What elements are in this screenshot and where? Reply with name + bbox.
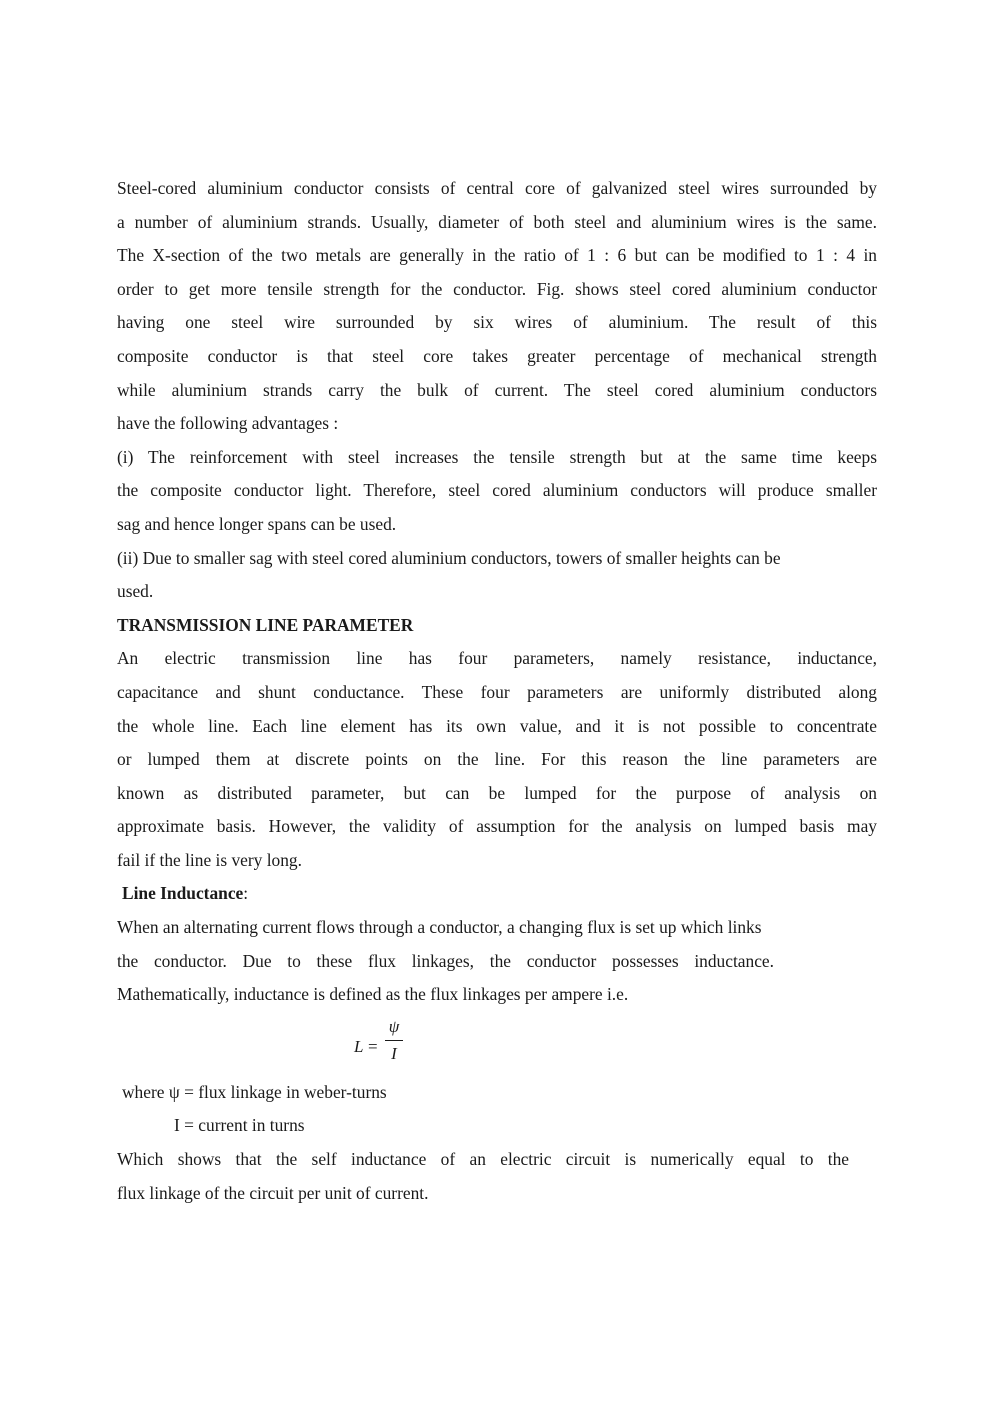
section-paragraph bbox=[117, 642, 877, 877]
text-line: have the following advantages : bbox=[117, 413, 339, 434]
text-line: order to get more tensile strength for the conductor. Fig. shows steel cored aluminium conductor bbox=[117, 278, 877, 299]
text-line: or lumped them at discrete points on the line. For this reason the line parameters are bbox=[117, 749, 877, 770]
where-line-1: where ψ = flux linkage in weber-turns bbox=[122, 1081, 387, 1102]
text-line: approximate basis. However, the validity of assumption for the analysis on lumped basis may bbox=[117, 816, 877, 837]
formula-equals: = bbox=[368, 1036, 378, 1056]
text-line: (i) The reinforcement with steel increases the tensile strength but at the same time keeps bbox=[117, 446, 877, 467]
text-line: a number of aluminium strands. Usually, diameter of both steel and aluminium wires is the same. bbox=[117, 211, 877, 232]
formula-numerator: ψ bbox=[385, 1014, 403, 1041]
text-line: known as distributed parameter, but can be lumped for the purpose of analysis on bbox=[117, 782, 877, 803]
text-line: composite conductor is that steel core takes greater percentage of mechanical strength bbox=[117, 345, 877, 366]
subheading-label: Line Inductance bbox=[122, 883, 244, 904]
text-line: The X-section of the two metals are generally in the ratio of 1 : 6 but can be modified to 1 : 4 in bbox=[117, 245, 877, 266]
section-heading: TRANSMISSION LINE PARAMETER bbox=[117, 614, 414, 635]
text-line: capacitance and shunt conductance. These four parameters are uniformly distributed along bbox=[117, 681, 877, 702]
formula-fraction bbox=[385, 1014, 403, 1067]
advantage-item-2 bbox=[117, 542, 877, 609]
text-line: the conductor. Due to these flux linkages, the conductor possesses inductance. bbox=[117, 950, 774, 971]
text-line: having one steel wire surrounded by six wires of aluminium. The result of this bbox=[117, 312, 877, 333]
subheading-suffix: : bbox=[243, 883, 249, 904]
formula-lhs: L bbox=[354, 1036, 364, 1056]
text-line: flux linkage of the circuit per unit of current. bbox=[117, 1182, 429, 1203]
text-line: Steel-cored aluminium conductor consists of central core of galvanized steel wires surrounded by bbox=[117, 178, 877, 198]
text-line: An electric transmission line has four parameters, namely resistance, inductance, bbox=[117, 648, 877, 669]
intro-paragraph bbox=[117, 172, 877, 441]
document-page bbox=[117, 172, 877, 1210]
inductance-formula bbox=[117, 1014, 877, 1076]
text-line: When an alternating current flows through a conductor, a changing flux is set up which links bbox=[117, 917, 762, 938]
where-line-2: I = current in turns bbox=[174, 1115, 305, 1136]
text-line: Mathematically, inductance is defined as the flux linkages per ampere i.e. bbox=[117, 984, 629, 1005]
text-line: Which shows that the self inductance of an electric circuit is numerically equal to the bbox=[117, 1149, 849, 1170]
text-line: (ii) Due to smaller sag with steel cored aluminium conductors, towers of smaller heights can be bbox=[117, 547, 781, 568]
text-line: sag and hence longer spans can be used. bbox=[117, 513, 397, 534]
advantage-item-1 bbox=[117, 441, 877, 542]
subheading-line-inductance bbox=[117, 877, 877, 911]
text-line: the composite conductor light. Therefore, steel cored aluminium conductors will produce smaller bbox=[117, 480, 877, 501]
text-line: fail if the line is very long. bbox=[117, 849, 302, 870]
text-line: the whole line. Each line element has its own value, and it is not possible to concentrate bbox=[117, 715, 877, 736]
text-line: while aluminium strands carry the bulk of current. The steel cored aluminium conductors bbox=[117, 379, 877, 400]
formula-denominator: I bbox=[391, 1043, 397, 1063]
text-line: used. bbox=[117, 581, 154, 602]
conclusion-paragraph bbox=[117, 1143, 849, 1210]
inductance-paragraph bbox=[117, 911, 845, 1012]
